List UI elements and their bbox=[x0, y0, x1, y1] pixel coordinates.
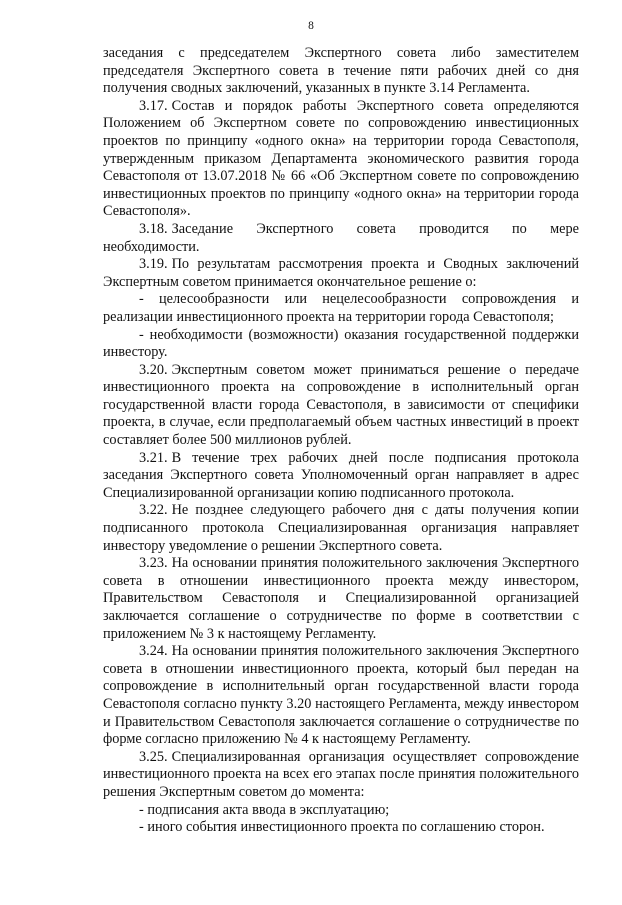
paragraph-3-22 bbox=[103, 502, 579, 555]
page-number: 8 bbox=[308, 20, 314, 32]
list-item-expediency bbox=[103, 291, 579, 326]
paragraph-text: Специализированная организация осуществляет сопровождение инвестиционного проекта на всех его этапах после принятия положительного решения Экспертным советом до момента: bbox=[103, 748, 579, 800]
paragraph-number: 3.24. bbox=[139, 643, 168, 660]
paragraph-3-21 bbox=[103, 450, 579, 503]
paragraph-3-25 bbox=[103, 749, 579, 802]
list-item-text: - иного события инвестиционного проекта по соглашению сторон. bbox=[139, 819, 545, 836]
paragraph-3-17 bbox=[103, 98, 579, 221]
paragraph-text: Состав и порядок работы Экспертного совета определяются Положением об Экспертном совете по сопровождению инвестиционных проектов по принципу «одного окна» на территории города Севастополя, утвержденным приказом Департамента экономического развития города Севастополя от 13.07.2018 № 66 «Об Экспертном совете по сопровождению инвестиционных проектов по принципу «одного окна» на территории города Севастополя». bbox=[103, 97, 579, 220]
paragraph-text: На основании принятия положительного заключения Экспертного совета в отношении инвестиционного проекта, который был передан на сопровождение в исполнительный орган государственной власти города Севастополя согласно пункту 3.20 настоящего Регламента, между инвестором и Правительством Севастополя заключается соглашение о сотрудничестве по форме согласно приложению № 4 к настоящему Регламенту. bbox=[103, 643, 579, 748]
paragraph-number: 3.19. bbox=[139, 256, 168, 273]
list-item-other-event bbox=[103, 819, 579, 837]
list-item-commissioning bbox=[103, 802, 579, 820]
paragraph-text: Заседание Экспертного совета проводится по мере необходимости. bbox=[103, 220, 579, 255]
paragraph-text: заседания с председателем Экспертного совета либо заместителем председателя Экспертного совета в течение пяти рабочих дней со дня получения сводных заключений, указанных в пункте 3.14 Регламента. bbox=[103, 45, 579, 97]
paragraph-3-20 bbox=[103, 362, 579, 450]
paragraph-number: 3.21. bbox=[139, 449, 168, 466]
paragraph-text: По результатам рассмотрения проекта и Сводных заключений Экспертным советом принимается окончательное решение о: bbox=[103, 256, 579, 290]
paragraph-number: 3.18. bbox=[139, 220, 168, 237]
paragraph-text: Не позднее следующего рабочего дня с даты получения копии подписанного протокола Специализированная организация направляет инвестору уведомление о решении Экспертного совета. bbox=[103, 502, 579, 554]
paragraph-text: Экспертным советом может приниматься решение о передаче инвестиционного проекта на сопровождение в исполнительный орган государственной власти города Севастополя, в зависимости от специфики проекта, в случае, если предполагаемый объем частных инвестиций в проект составляет более 500 миллионов рублей. bbox=[103, 361, 579, 449]
paragraph-number: 3.20. bbox=[139, 361, 168, 378]
paragraph-3-24 bbox=[103, 643, 579, 749]
list-item-state-support bbox=[103, 327, 579, 362]
paragraph-3-18 bbox=[103, 221, 579, 256]
paragraph-text: В течение трех рабочих дней после подписания протокола заседания Экспертного совета Уполномоченный орган направляет в адрес Специализированной организации копию подписанного протокола. bbox=[103, 449, 579, 501]
paragraph-3-23 bbox=[103, 555, 579, 643]
paragraph-3-19 bbox=[103, 256, 579, 291]
document-text bbox=[103, 45, 579, 837]
list-item-text: - целесообразности или нецелесообразности сопровождения и реализации инвестиционного проекта на территории города Севастополя; bbox=[103, 291, 579, 325]
paragraph-number: 3.17. bbox=[139, 97, 168, 114]
paragraph-number: 3.22. bbox=[139, 502, 168, 519]
paragraph-number: 3.23. bbox=[139, 555, 168, 572]
paragraph-continuation bbox=[103, 45, 579, 98]
list-item-text: - необходимости (возможности) оказания государственной поддержки инвестору. bbox=[103, 326, 579, 361]
paragraph-text: На основании принятия положительного заключения Экспертного совета в отношении инвестиционного проекта между инвестором, Правительством Севастополя и Специализированной организацией заключается соглашение о сотрудничестве по форме в соответствии с приложением № 3 к настоящему Регламенту. bbox=[103, 555, 579, 642]
list-item-text: - подписания акта ввода в эксплуатацию; bbox=[139, 801, 390, 818]
paragraph-number: 3.25. bbox=[139, 748, 168, 765]
